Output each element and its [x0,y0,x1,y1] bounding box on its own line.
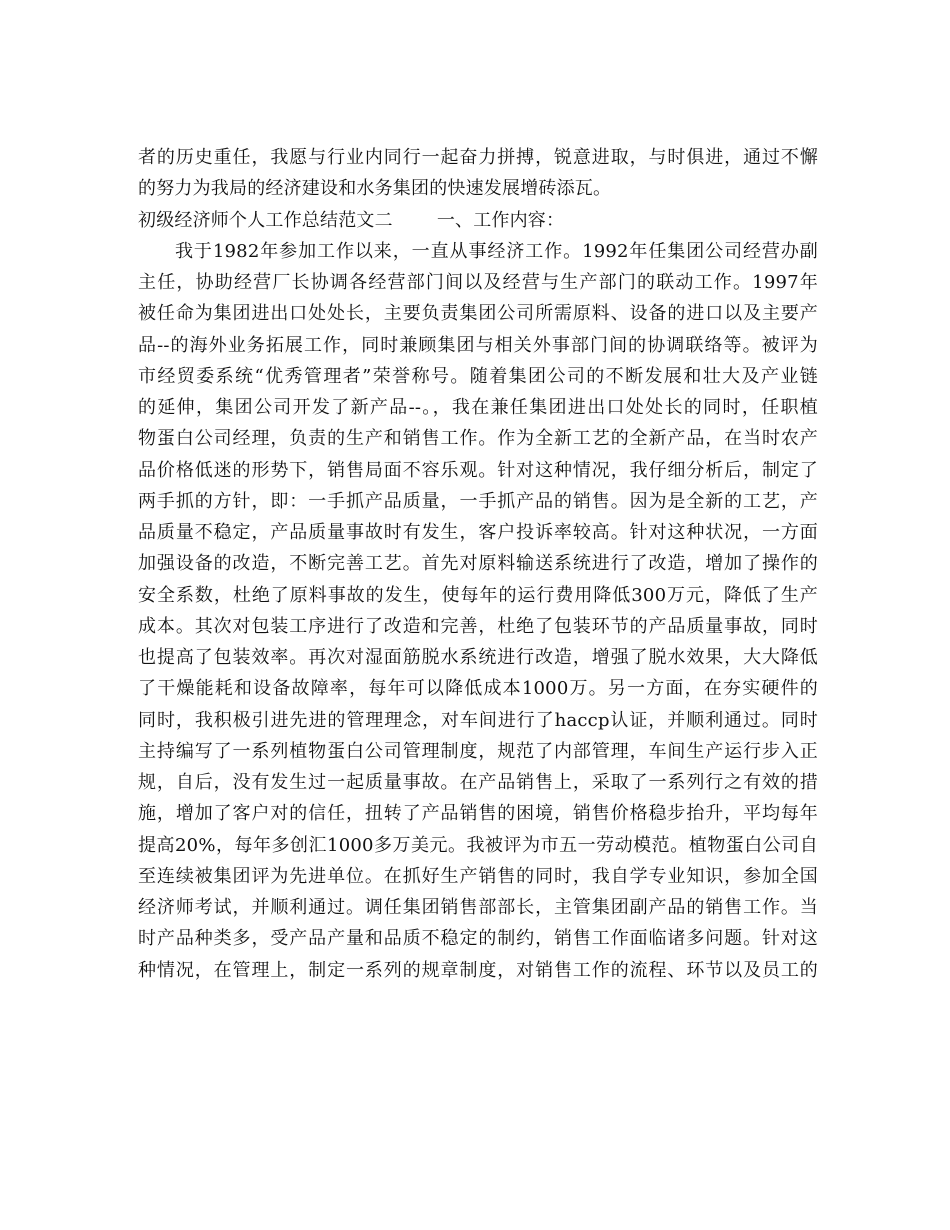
text-line-1: 者的历史重任，我愿与行业内同行一起奋力拼搏，锐意进取，与时俱进，通过不懈 [138,147,818,168]
body-line-9: 两手抓的方针，即：一手抓产品质量，一手抓产品的销售。因为是全新的工艺，产 [138,490,818,512]
body-line-8: 品价格低迷的形势下，销售局面不容乐观。针对这种情况，我仔细分析后，制定了 [138,459,818,481]
body-line-17: 主持编写了一系列植物蛋白公司管理制度，规范了内部管理，车间生产运行步入正 [138,740,818,762]
body-line-14: 也提高了包装效率。再次对湿面筋脱水系统进行改造，增强了脱水效果，大大降低 [138,647,818,668]
body-line-1: 我于1982年参加工作以来，一直从事经济工作。1992年任集团公司经营办副 [175,240,818,262]
section-heading-line [138,205,818,236]
body-line-16: 同时，我积极引进先进的管理理念，对车间进行了haccp认证，并顺利通过。同时 [138,709,818,731]
body-line-3: 被任命为集团进出口处处长，主要负责集团公司所需原料、设备的进口以及主要产 [138,303,818,325]
body-line-21: 至连续被集团评为先进单位。在抓好生产销售的同时，我自学专业知识，参加全国 [138,865,818,887]
section-subheading: 一、工作内容： [436,209,565,231]
body-line-23: 时产品种类多，受产品产量和品质不稳定的制约，销售工作面临诸多问题。针对这 [138,928,818,950]
body-line-18: 规，自后，没有发生过一起质量事故。在产品销售上，采取了一系列行之有效的措 [138,772,818,793]
body-line-5: 市经贸委系统“优秀管理者”荣誉称号。随着集团公司的不断发展和壮大及产业链 [138,365,818,387]
body-line-12: 安全系数，杜绝了原料事故的发生，使每年的运行费用降低300万元，降低了生产 [138,584,818,606]
body-line-10: 品质量不稳定，产品质量事故时有发生，客户投诉率较高。针对这种状况，一方面 [138,522,818,543]
body-line-13: 成本。其次对包装工序进行了改造和完善，杜绝了包装环节的产品质量事故，同时 [138,615,818,637]
section-heading: 初级经济师个人工作总结范文二 [138,209,393,231]
document-text [138,142,818,986]
body-line-24: 种情况，在管理上，制定一系列的规章制度，对销售工作的流程、环节以及员工的 [138,959,818,981]
body-line-20: 提高20%，每年多创汇1000多万美元。我被评为市五一劳动模范。植物蛋白公司自 [138,834,818,856]
body-line-4: 品--的海外业务拓展工作，同时兼顾集团与相关外事部门间的协调联络等。被评为 [138,334,818,356]
body-line-6: 的延伸，集团公司开发了新产品--。，我在兼任集团进出口处处长的同时，任职植 [138,397,818,418]
body-line-15: 了干燥能耗和设备故障率，每年可以降低成本1000万。另一方面，在夯实硬件的 [138,678,818,700]
body-line-19: 施，增加了客户对的信任，扭转了产品销售的困境，销售价格稳步抬升，平均每年 [138,803,818,825]
body-line-11: 加强设备的改造，不断完善工艺。首先对原料输送系统进行了改造，增加了操作的 [138,553,818,575]
body-line-22: 经济师考试，并顺利通过。调任集团销售部部长，主管集团副产品的销售工作。当 [138,897,818,918]
body-line-2: 主任，协助经营厂长协调各经营部门间以及经营与生产部门的联动工作。1997年 [138,272,818,293]
text-line-2: 的努力为我局的经济建设和水务集团的快速发展增砖添瓦。 [138,178,612,200]
body-line-7: 物蛋白公司经理，负责的生产和销售工作。作为全新工艺的全新产品，在当时农产 [138,428,818,450]
